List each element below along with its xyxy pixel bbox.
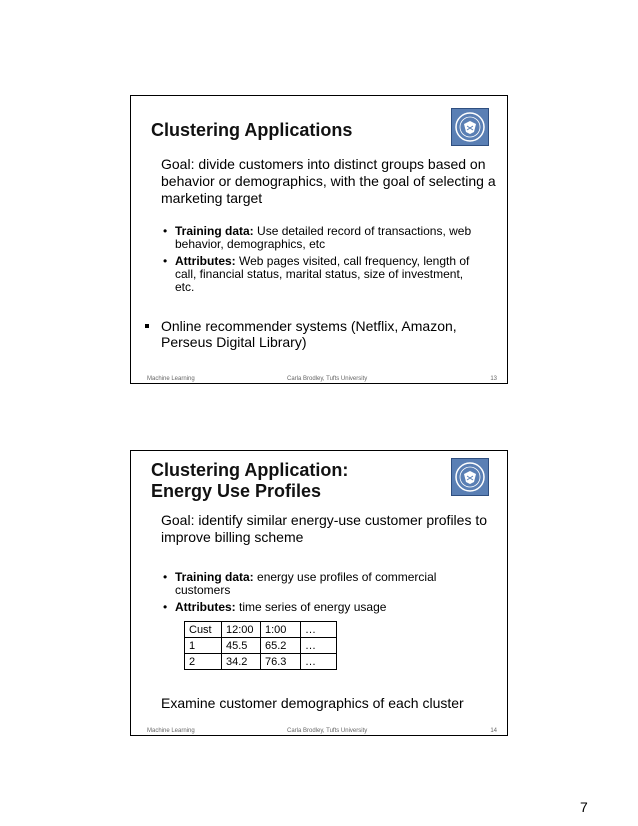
table-cell: 34.2	[222, 654, 261, 670]
bullet-attributes	[161, 255, 481, 294]
slide-13	[130, 95, 508, 384]
slide-14	[130, 450, 508, 736]
table-cell: 2	[185, 654, 222, 670]
bullet-list	[161, 571, 481, 618]
bullet-training-data	[161, 571, 481, 597]
footer-author: Carla Brodley, Tufts University	[287, 728, 368, 734]
slide-title-line2: Energy Use Profiles	[151, 481, 322, 501]
bullet-text: time series of energy usage	[235, 600, 387, 614]
table-cell: …	[301, 654, 337, 670]
bullet-dot-icon: •	[163, 600, 168, 614]
bullet-label: Attributes:	[175, 600, 236, 614]
page-number: 7	[580, 799, 588, 815]
bullet-attributes	[161, 601, 481, 614]
slide-title: Clustering Applications	[151, 120, 353, 140]
footer-course: Machine Learning	[147, 728, 195, 734]
bullet-training-data	[161, 225, 481, 251]
bullet-text: energy use profiles of commercial customers	[175, 570, 437, 597]
bullet-dot-icon: •	[163, 570, 168, 584]
bullet-text: Use detailed record of transactions, web behavior, demographics, etc	[175, 224, 472, 251]
bullet-list	[161, 225, 481, 298]
table-row	[185, 638, 337, 654]
bullet-text: Web pages visited, call frequency, length of call, financial status, marital status, size of investment, etc.	[175, 254, 470, 294]
university-seal-logo	[451, 458, 489, 496]
table-cell: 65.2	[261, 638, 301, 654]
footer-slide-number: 14	[490, 728, 497, 734]
main-point	[145, 318, 485, 350]
bullet-label: Training data:	[175, 570, 254, 584]
slide-title	[151, 460, 348, 502]
bullet-dot-icon: •	[163, 224, 168, 238]
footer-slide-number: 13	[490, 376, 497, 382]
bullet-label: Attributes:	[175, 254, 236, 268]
table-header-row	[185, 622, 337, 638]
main-point-text: Online recommender systems (Netflix, Amazon, Perseus Digital Library)	[161, 318, 457, 350]
bullet-label: Training data:	[175, 224, 254, 238]
bullet-dot-icon: •	[163, 254, 168, 268]
table-cell: 76.3	[261, 654, 301, 670]
table-cell: 12:00	[222, 622, 261, 638]
table-row	[185, 654, 337, 670]
slide-title-line1: Clustering Application:	[151, 460, 349, 480]
table-cell: 1	[185, 638, 222, 654]
energy-usage-table	[184, 621, 337, 670]
table-cell: …	[301, 638, 337, 654]
square-bullet-icon	[145, 324, 149, 328]
table-cell: Cust	[185, 622, 222, 638]
table-cell: 1:00	[261, 622, 301, 638]
table-cell: …	[301, 622, 337, 638]
university-seal-logo	[451, 108, 489, 146]
goal-text: Goal: identify similar energy-use customer profiles to improve billing scheme	[161, 512, 488, 545]
table-cell: 45.5	[222, 638, 261, 654]
closing-text: Examine customer demographics of each cluster	[161, 695, 464, 711]
goal-text: Goal: divide customers into distinct groups based on behavior or demographics, with the goal of selecting a marketing target	[161, 156, 496, 206]
footer-author: Carla Brodley, Tufts University	[287, 376, 368, 382]
footer-course: Machine Learning	[147, 376, 195, 382]
